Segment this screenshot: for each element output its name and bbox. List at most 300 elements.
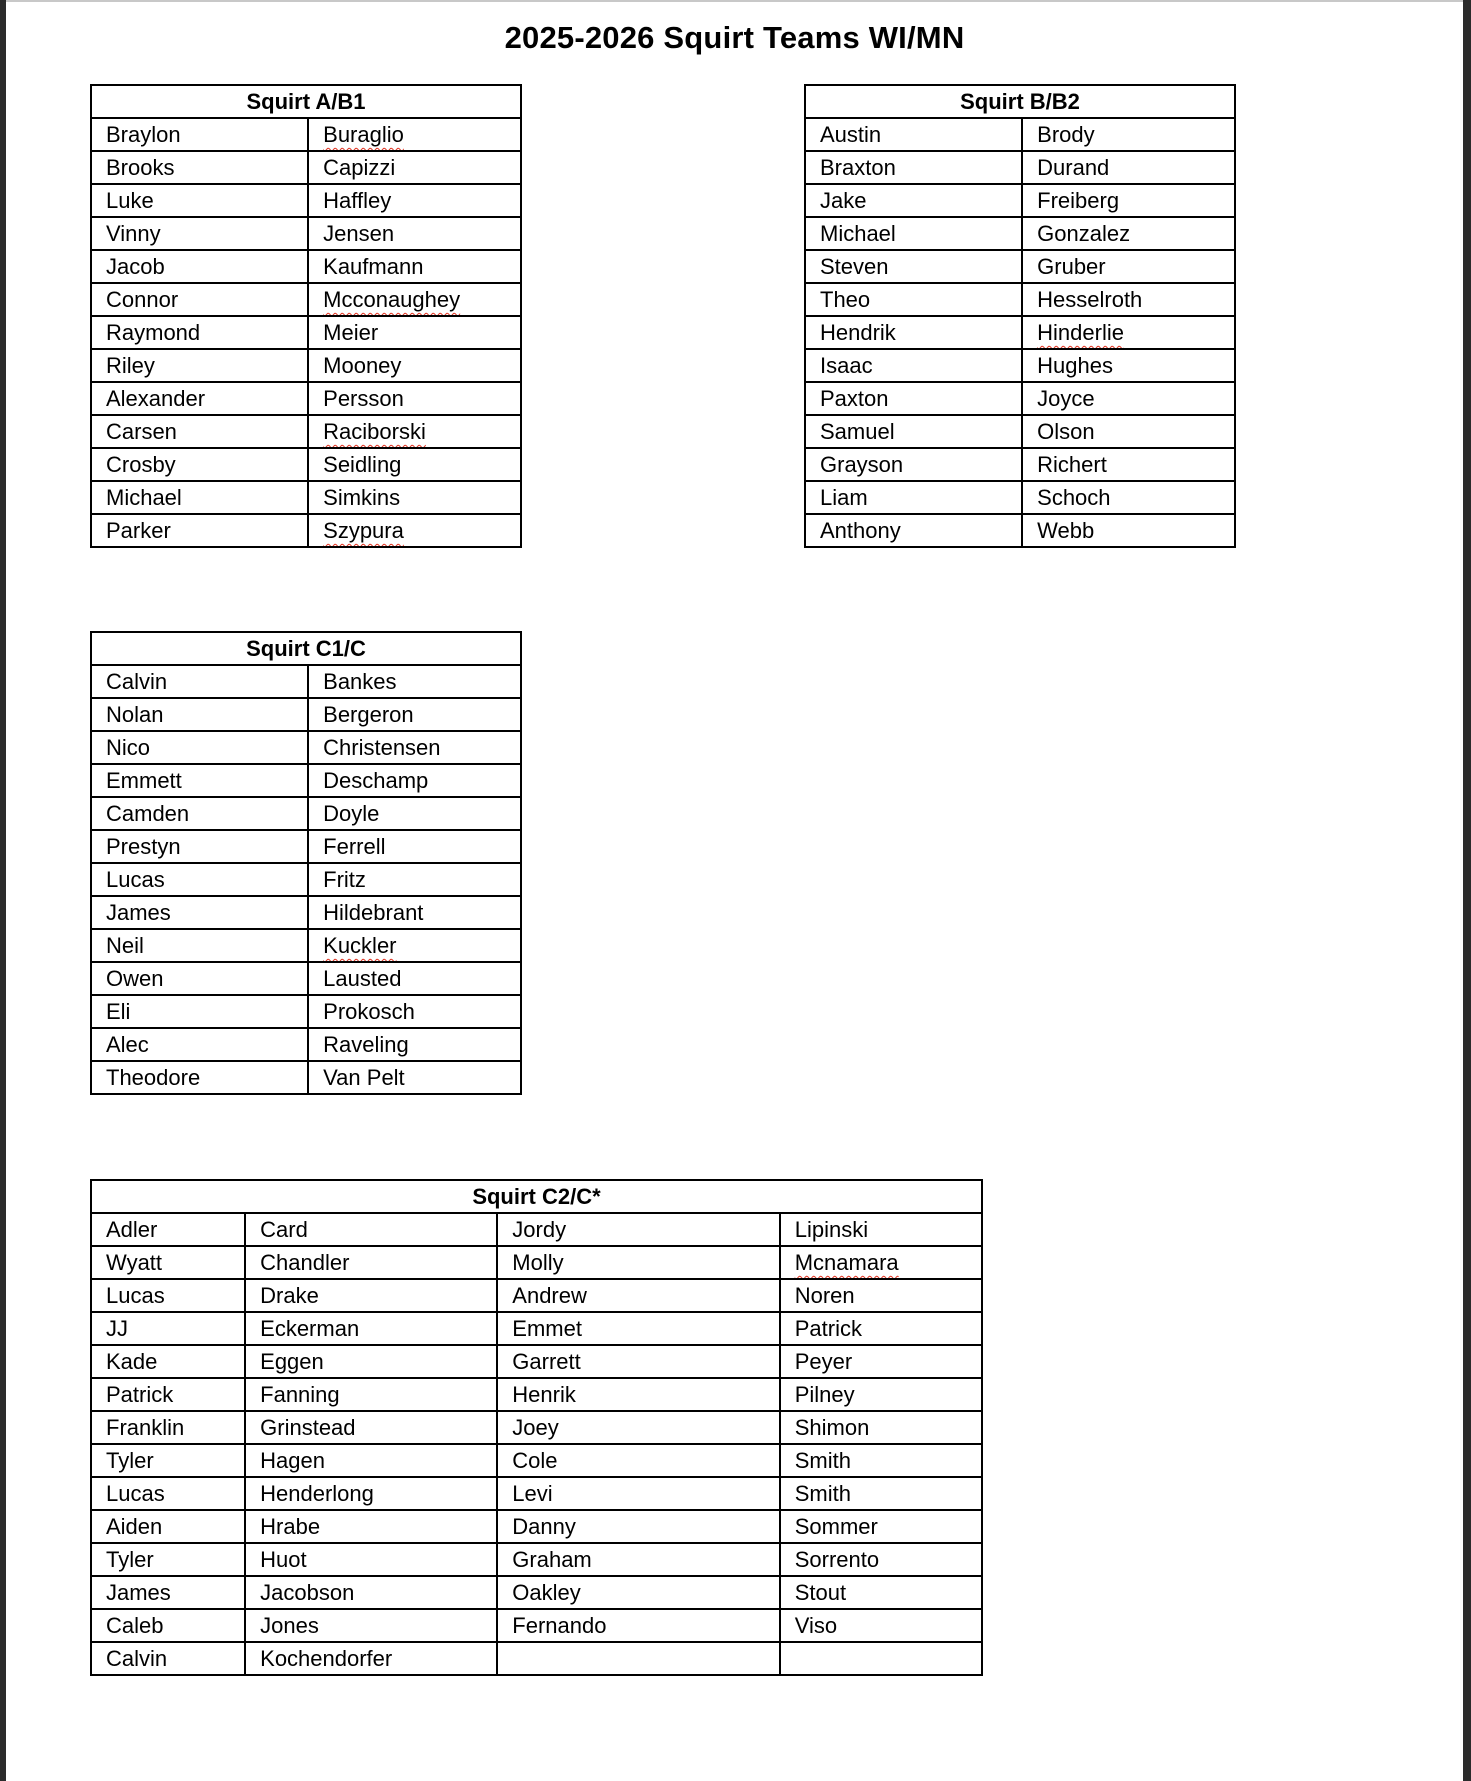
first-name-cell <box>91 1061 308 1094</box>
player-row <box>805 448 1235 481</box>
first-name: Neil <box>106 933 144 958</box>
last-name: Eggen <box>260 1349 324 1374</box>
last-name-cell <box>245 1543 497 1576</box>
last-name-cell <box>1022 448 1235 481</box>
last-name: Deschamp <box>323 768 429 793</box>
first-name-cell <box>91 1279 245 1312</box>
first-name-cell <box>91 962 308 995</box>
last-name: Kochendorfer <box>260 1646 393 1671</box>
first-name: Wyatt <box>106 1250 163 1275</box>
first-name: Emmet <box>512 1316 582 1341</box>
first-name: Garrett <box>512 1349 581 1374</box>
last-name: Christensen <box>323 735 441 760</box>
player-row <box>805 481 1235 514</box>
last-name-cell <box>780 1576 982 1609</box>
last-name-cell <box>308 217 521 250</box>
first-name-cell <box>91 995 308 1028</box>
player-row <box>91 184 521 217</box>
first-name-cell <box>91 1444 245 1477</box>
first-name-cell <box>91 514 308 547</box>
first-name-cell <box>91 1213 245 1246</box>
player-row <box>91 731 521 764</box>
last-name-cell <box>1022 415 1235 448</box>
player-row <box>91 929 521 962</box>
last-name: Haffley <box>323 188 392 213</box>
first-name: Tyler <box>106 1448 154 1473</box>
last-name: Bankes <box>323 669 397 694</box>
first-name-cell <box>91 863 308 896</box>
last-name: Jones <box>260 1613 319 1638</box>
first-name: James <box>106 900 171 925</box>
first-name: Henrik <box>512 1382 576 1407</box>
player-row <box>91 1444 982 1477</box>
player-row <box>91 1609 982 1642</box>
first-name: Camden <box>106 801 190 826</box>
last-name: Stout <box>794 1580 847 1605</box>
page-title: 2025-2026 Squirt Teams WI/MN <box>504 20 965 55</box>
last-name: Hinderlie <box>1037 320 1124 345</box>
last-name: Card <box>260 1217 308 1242</box>
last-name-cell <box>308 1061 521 1094</box>
first-name: Cole <box>512 1448 558 1473</box>
first-name: Raymond <box>106 320 201 345</box>
player-row <box>91 1028 521 1061</box>
player-row <box>91 1312 982 1345</box>
first-name: Grayson <box>820 452 904 477</box>
first-name: Samuel <box>820 419 895 444</box>
player-row <box>805 382 1235 415</box>
first-name: Patrick <box>106 1382 174 1407</box>
player-row <box>91 1543 982 1576</box>
team-table-squirt-a-b1 <box>90 84 522 548</box>
first-name-cell <box>91 1246 245 1279</box>
last-name: Ferrell <box>323 834 386 859</box>
last-name: Capizzi <box>323 155 396 180</box>
first-name: Nolan <box>106 702 164 727</box>
first-name-cell <box>91 118 308 151</box>
last-name: Lausted <box>323 966 402 991</box>
last-name-cell <box>308 250 521 283</box>
last-name: Shimon <box>794 1415 870 1440</box>
last-name: Mcnamara <box>794 1250 899 1275</box>
last-name: Viso <box>794 1613 838 1638</box>
first-name: Theodore <box>106 1065 201 1090</box>
last-name-cell <box>780 1246 982 1279</box>
first-name: Luke <box>106 188 154 213</box>
last-name-cell <box>245 1279 497 1312</box>
last-name: Raciborski <box>323 419 426 444</box>
last-name: Gonzalez <box>1037 221 1131 246</box>
first-name-cell <box>91 1312 245 1345</box>
first-name-cell <box>91 316 308 349</box>
first-name: Molly <box>512 1250 564 1275</box>
last-name: Seidling <box>323 452 402 477</box>
last-name: Szypura <box>323 518 404 543</box>
first-name: Danny <box>512 1514 576 1539</box>
last-name: Joyce <box>1037 386 1095 411</box>
last-name-cell <box>245 1378 497 1411</box>
player-row <box>91 514 521 547</box>
player-row <box>91 1345 982 1378</box>
last-name-cell <box>1022 118 1235 151</box>
last-name: Pilney <box>794 1382 855 1407</box>
last-name-cell <box>780 1444 982 1477</box>
first-name: Brooks <box>106 155 175 180</box>
first-name-cell <box>91 1576 245 1609</box>
first-name: Vinny <box>106 221 161 246</box>
team-table-squirt-b-b2 <box>804 84 1236 548</box>
player-row <box>91 1378 982 1411</box>
player-row <box>91 283 521 316</box>
last-name: Hesselroth <box>1037 287 1143 312</box>
first-name-cell <box>91 1378 245 1411</box>
first-name: Emmett <box>106 768 182 793</box>
last-name-cell <box>780 1477 982 1510</box>
first-name: Lucas <box>106 867 165 892</box>
last-name-cell <box>308 316 521 349</box>
first-name: Owen <box>106 966 164 991</box>
player-row <box>91 316 521 349</box>
first-name: Austin <box>820 122 882 147</box>
team-header: Squirt C2/C* <box>91 1180 982 1213</box>
first-name: Steven <box>820 254 889 279</box>
last-name-cell <box>308 283 521 316</box>
player-row <box>91 962 521 995</box>
last-name-cell <box>308 929 521 962</box>
last-name-cell <box>308 830 521 863</box>
first-name: Parker <box>106 518 171 543</box>
last-name-cell <box>308 184 521 217</box>
first-name: Hendrik <box>820 320 896 345</box>
first-name: Paxton <box>820 386 889 411</box>
last-name: Persson <box>323 386 404 411</box>
first-name-cell <box>497 1444 779 1477</box>
first-name-cell <box>91 349 308 382</box>
last-name-cell <box>1022 481 1235 514</box>
first-name-cell <box>497 1345 779 1378</box>
last-name-cell <box>245 1477 497 1510</box>
first-name-cell <box>91 896 308 929</box>
last-name-cell <box>780 1312 982 1345</box>
last-name: Eckerman <box>260 1316 360 1341</box>
last-name-cell <box>308 665 521 698</box>
player-row <box>91 382 521 415</box>
first-name: Eli <box>106 999 131 1024</box>
first-name-cell <box>91 184 308 217</box>
last-name: Mooney <box>323 353 402 378</box>
last-name-cell <box>780 1642 982 1675</box>
last-name-cell <box>308 118 521 151</box>
last-name: Hrabe <box>260 1514 321 1539</box>
player-row <box>91 448 521 481</box>
first-name-cell <box>91 250 308 283</box>
player-row <box>91 151 521 184</box>
last-name-cell <box>1022 184 1235 217</box>
first-name: Michael <box>106 485 182 510</box>
first-name: Nico <box>106 735 151 760</box>
last-name-cell <box>245 1609 497 1642</box>
last-name: Jensen <box>323 221 395 246</box>
last-name-cell <box>1022 349 1235 382</box>
first-name-cell <box>805 283 1022 316</box>
first-name-cell <box>497 1312 779 1345</box>
last-name: Fanning <box>260 1382 340 1407</box>
last-name: Prokosch <box>323 999 415 1024</box>
last-name-cell <box>245 1411 497 1444</box>
last-name: Smith <box>794 1448 851 1473</box>
player-row <box>91 349 521 382</box>
player-row <box>805 118 1235 151</box>
first-name: Kade <box>106 1349 158 1374</box>
first-name: Joey <box>512 1415 559 1440</box>
last-name: Kaufmann <box>323 254 424 279</box>
player-row <box>805 316 1235 349</box>
player-row <box>91 995 521 1028</box>
last-name-cell <box>308 896 521 929</box>
first-name-cell <box>91 382 308 415</box>
last-name: Durand <box>1037 155 1110 180</box>
first-name: Michael <box>820 221 896 246</box>
last-name-cell <box>245 1576 497 1609</box>
last-name-cell <box>1022 514 1235 547</box>
last-name: Chandler <box>260 1250 350 1275</box>
last-name: Sorrento <box>794 1547 880 1572</box>
last-name-cell <box>1022 316 1235 349</box>
player-row <box>91 665 521 698</box>
first-name-cell <box>805 481 1022 514</box>
first-name-cell <box>805 118 1022 151</box>
last-name-cell <box>308 1028 521 1061</box>
last-name: Buraglio <box>323 122 404 147</box>
player-row <box>91 1477 982 1510</box>
player-row <box>91 250 521 283</box>
last-name: Richert <box>1037 452 1107 477</box>
last-name: Hagen <box>260 1448 325 1473</box>
first-name-cell <box>497 1543 779 1576</box>
first-name: Carsen <box>106 419 177 444</box>
first-name: Jake <box>820 188 867 213</box>
first-name-cell <box>497 1576 779 1609</box>
team-header: Squirt C1/C <box>91 632 521 665</box>
last-name-cell <box>308 514 521 547</box>
last-name-cell <box>245 1345 497 1378</box>
player-row <box>91 1061 521 1094</box>
last-name-cell <box>308 764 521 797</box>
first-name: Graham <box>512 1547 592 1572</box>
last-name: Sommer <box>794 1514 878 1539</box>
first-name-cell <box>91 151 308 184</box>
last-name-cell <box>780 1411 982 1444</box>
first-name-cell <box>91 1028 308 1061</box>
last-name: Henderlong <box>260 1481 374 1506</box>
first-name: Theo <box>820 287 871 312</box>
first-name: Lucas <box>106 1283 165 1308</box>
player-row <box>91 698 521 731</box>
last-name-cell <box>1022 250 1235 283</box>
last-name-cell <box>780 1279 982 1312</box>
first-name-cell <box>91 1642 245 1675</box>
last-name-cell <box>308 481 521 514</box>
first-name-cell <box>91 797 308 830</box>
last-name-cell <box>780 1213 982 1246</box>
first-name-cell <box>805 316 1022 349</box>
first-name: Anthony <box>820 518 901 543</box>
last-name: Hildebrant <box>323 900 424 925</box>
first-name-cell <box>805 151 1022 184</box>
first-name-cell <box>91 448 308 481</box>
last-name-cell <box>308 349 521 382</box>
last-name-cell <box>245 1213 497 1246</box>
last-name: Freiberg <box>1037 188 1120 213</box>
last-name-cell <box>308 698 521 731</box>
last-name-cell <box>308 731 521 764</box>
first-name-cell <box>497 1609 779 1642</box>
document-page <box>6 0 1463 1781</box>
first-name-cell <box>497 1477 779 1510</box>
last-name-cell <box>308 797 521 830</box>
player-row <box>91 1213 982 1246</box>
last-name: Bergeron <box>323 702 414 727</box>
first-name: Levi <box>512 1481 553 1506</box>
first-name: Connor <box>106 287 179 312</box>
first-name: Crosby <box>106 452 176 477</box>
first-name-cell <box>91 764 308 797</box>
last-name-cell <box>780 1510 982 1543</box>
first-name-cell <box>805 250 1022 283</box>
last-name: Peyer <box>794 1349 853 1374</box>
first-name-cell <box>91 415 308 448</box>
last-name-cell <box>1022 283 1235 316</box>
last-name: Fritz <box>323 867 366 892</box>
first-name-cell <box>805 382 1022 415</box>
last-name: Meier <box>323 320 379 345</box>
last-name-cell <box>308 995 521 1028</box>
player-row <box>91 217 521 250</box>
first-name-cell <box>91 481 308 514</box>
last-name-cell <box>780 1378 982 1411</box>
first-name: Jordy <box>512 1217 567 1242</box>
player-row <box>805 217 1235 250</box>
first-name: Isaac <box>820 353 873 378</box>
last-name: Olson <box>1037 419 1095 444</box>
last-name-cell <box>780 1609 982 1642</box>
player-row <box>91 1246 982 1279</box>
player-row <box>91 797 521 830</box>
first-name-cell <box>91 283 308 316</box>
first-name-cell <box>91 1510 245 1543</box>
player-row <box>91 830 521 863</box>
team-header: Squirt A/B1 <box>91 85 521 118</box>
last-name-cell <box>245 1642 497 1675</box>
first-name: Aiden <box>106 1514 163 1539</box>
first-name: Riley <box>106 353 155 378</box>
first-name-cell <box>497 1279 779 1312</box>
first-name-cell <box>497 1378 779 1411</box>
first-name-cell <box>91 830 308 863</box>
first-name: Calvin <box>106 669 168 694</box>
last-name: Lipinski <box>794 1217 869 1242</box>
last-name: Patrick <box>794 1316 862 1341</box>
last-name-cell <box>245 1444 497 1477</box>
player-row <box>805 514 1235 547</box>
last-name-cell <box>245 1246 497 1279</box>
first-name: Prestyn <box>106 834 181 859</box>
last-name: Schoch <box>1037 485 1111 510</box>
last-name-cell <box>1022 151 1235 184</box>
first-name: Braylon <box>106 122 181 147</box>
player-row <box>91 896 521 929</box>
player-row <box>91 118 521 151</box>
player-row <box>805 184 1235 217</box>
last-name-cell <box>1022 382 1235 415</box>
player-row <box>91 1411 982 1444</box>
first-name: Franklin <box>106 1415 185 1440</box>
last-name-cell <box>308 415 521 448</box>
first-name: Liam <box>820 485 868 510</box>
first-name-cell <box>497 1510 779 1543</box>
first-name: Caleb <box>106 1613 164 1638</box>
first-name-cell <box>91 1345 245 1378</box>
last-name: Simkins <box>323 485 401 510</box>
team-header: Squirt B/B2 <box>805 85 1235 118</box>
last-name: Brody <box>1037 122 1095 147</box>
last-name: Doyle <box>323 801 380 826</box>
first-name-cell <box>805 448 1022 481</box>
last-name: Jacobson <box>260 1580 355 1605</box>
first-name-cell <box>91 929 308 962</box>
last-name: Grinstead <box>260 1415 356 1440</box>
first-name-cell <box>91 1411 245 1444</box>
first-name-cell <box>805 415 1022 448</box>
last-name-cell <box>308 962 521 995</box>
first-name: Lucas <box>106 1481 165 1506</box>
first-name-cell <box>805 184 1022 217</box>
first-name: Oakley <box>512 1580 581 1605</box>
player-row <box>805 415 1235 448</box>
player-row <box>91 481 521 514</box>
first-name: Adler <box>106 1217 158 1242</box>
last-name: Kuckler <box>323 933 397 958</box>
last-name: Hughes <box>1037 353 1113 378</box>
player-row <box>91 863 521 896</box>
first-name-cell <box>91 1543 245 1576</box>
last-name-cell <box>245 1312 497 1345</box>
player-row <box>91 764 521 797</box>
player-row <box>805 349 1235 382</box>
last-name-cell <box>780 1543 982 1576</box>
last-name: Van Pelt <box>323 1065 405 1090</box>
last-name: Smith <box>794 1481 851 1506</box>
team-table-squirt-c1-c <box>90 631 522 1095</box>
first-name: Fernando <box>512 1613 607 1638</box>
last-name: Gruber <box>1037 254 1106 279</box>
last-name: Huot <box>260 1547 307 1572</box>
player-row <box>91 1279 982 1312</box>
last-name-cell <box>308 151 521 184</box>
last-name: Raveling <box>323 1032 409 1057</box>
first-name-cell <box>91 1477 245 1510</box>
first-name-cell <box>805 514 1022 547</box>
first-name-cell <box>91 665 308 698</box>
player-row <box>91 1642 982 1675</box>
player-row <box>805 250 1235 283</box>
last-name-cell <box>780 1345 982 1378</box>
first-name: Alec <box>106 1032 149 1057</box>
last-name-cell <box>1022 217 1235 250</box>
first-name-cell <box>91 731 308 764</box>
first-name: Jacob <box>106 254 165 279</box>
first-name: James <box>106 1580 171 1605</box>
